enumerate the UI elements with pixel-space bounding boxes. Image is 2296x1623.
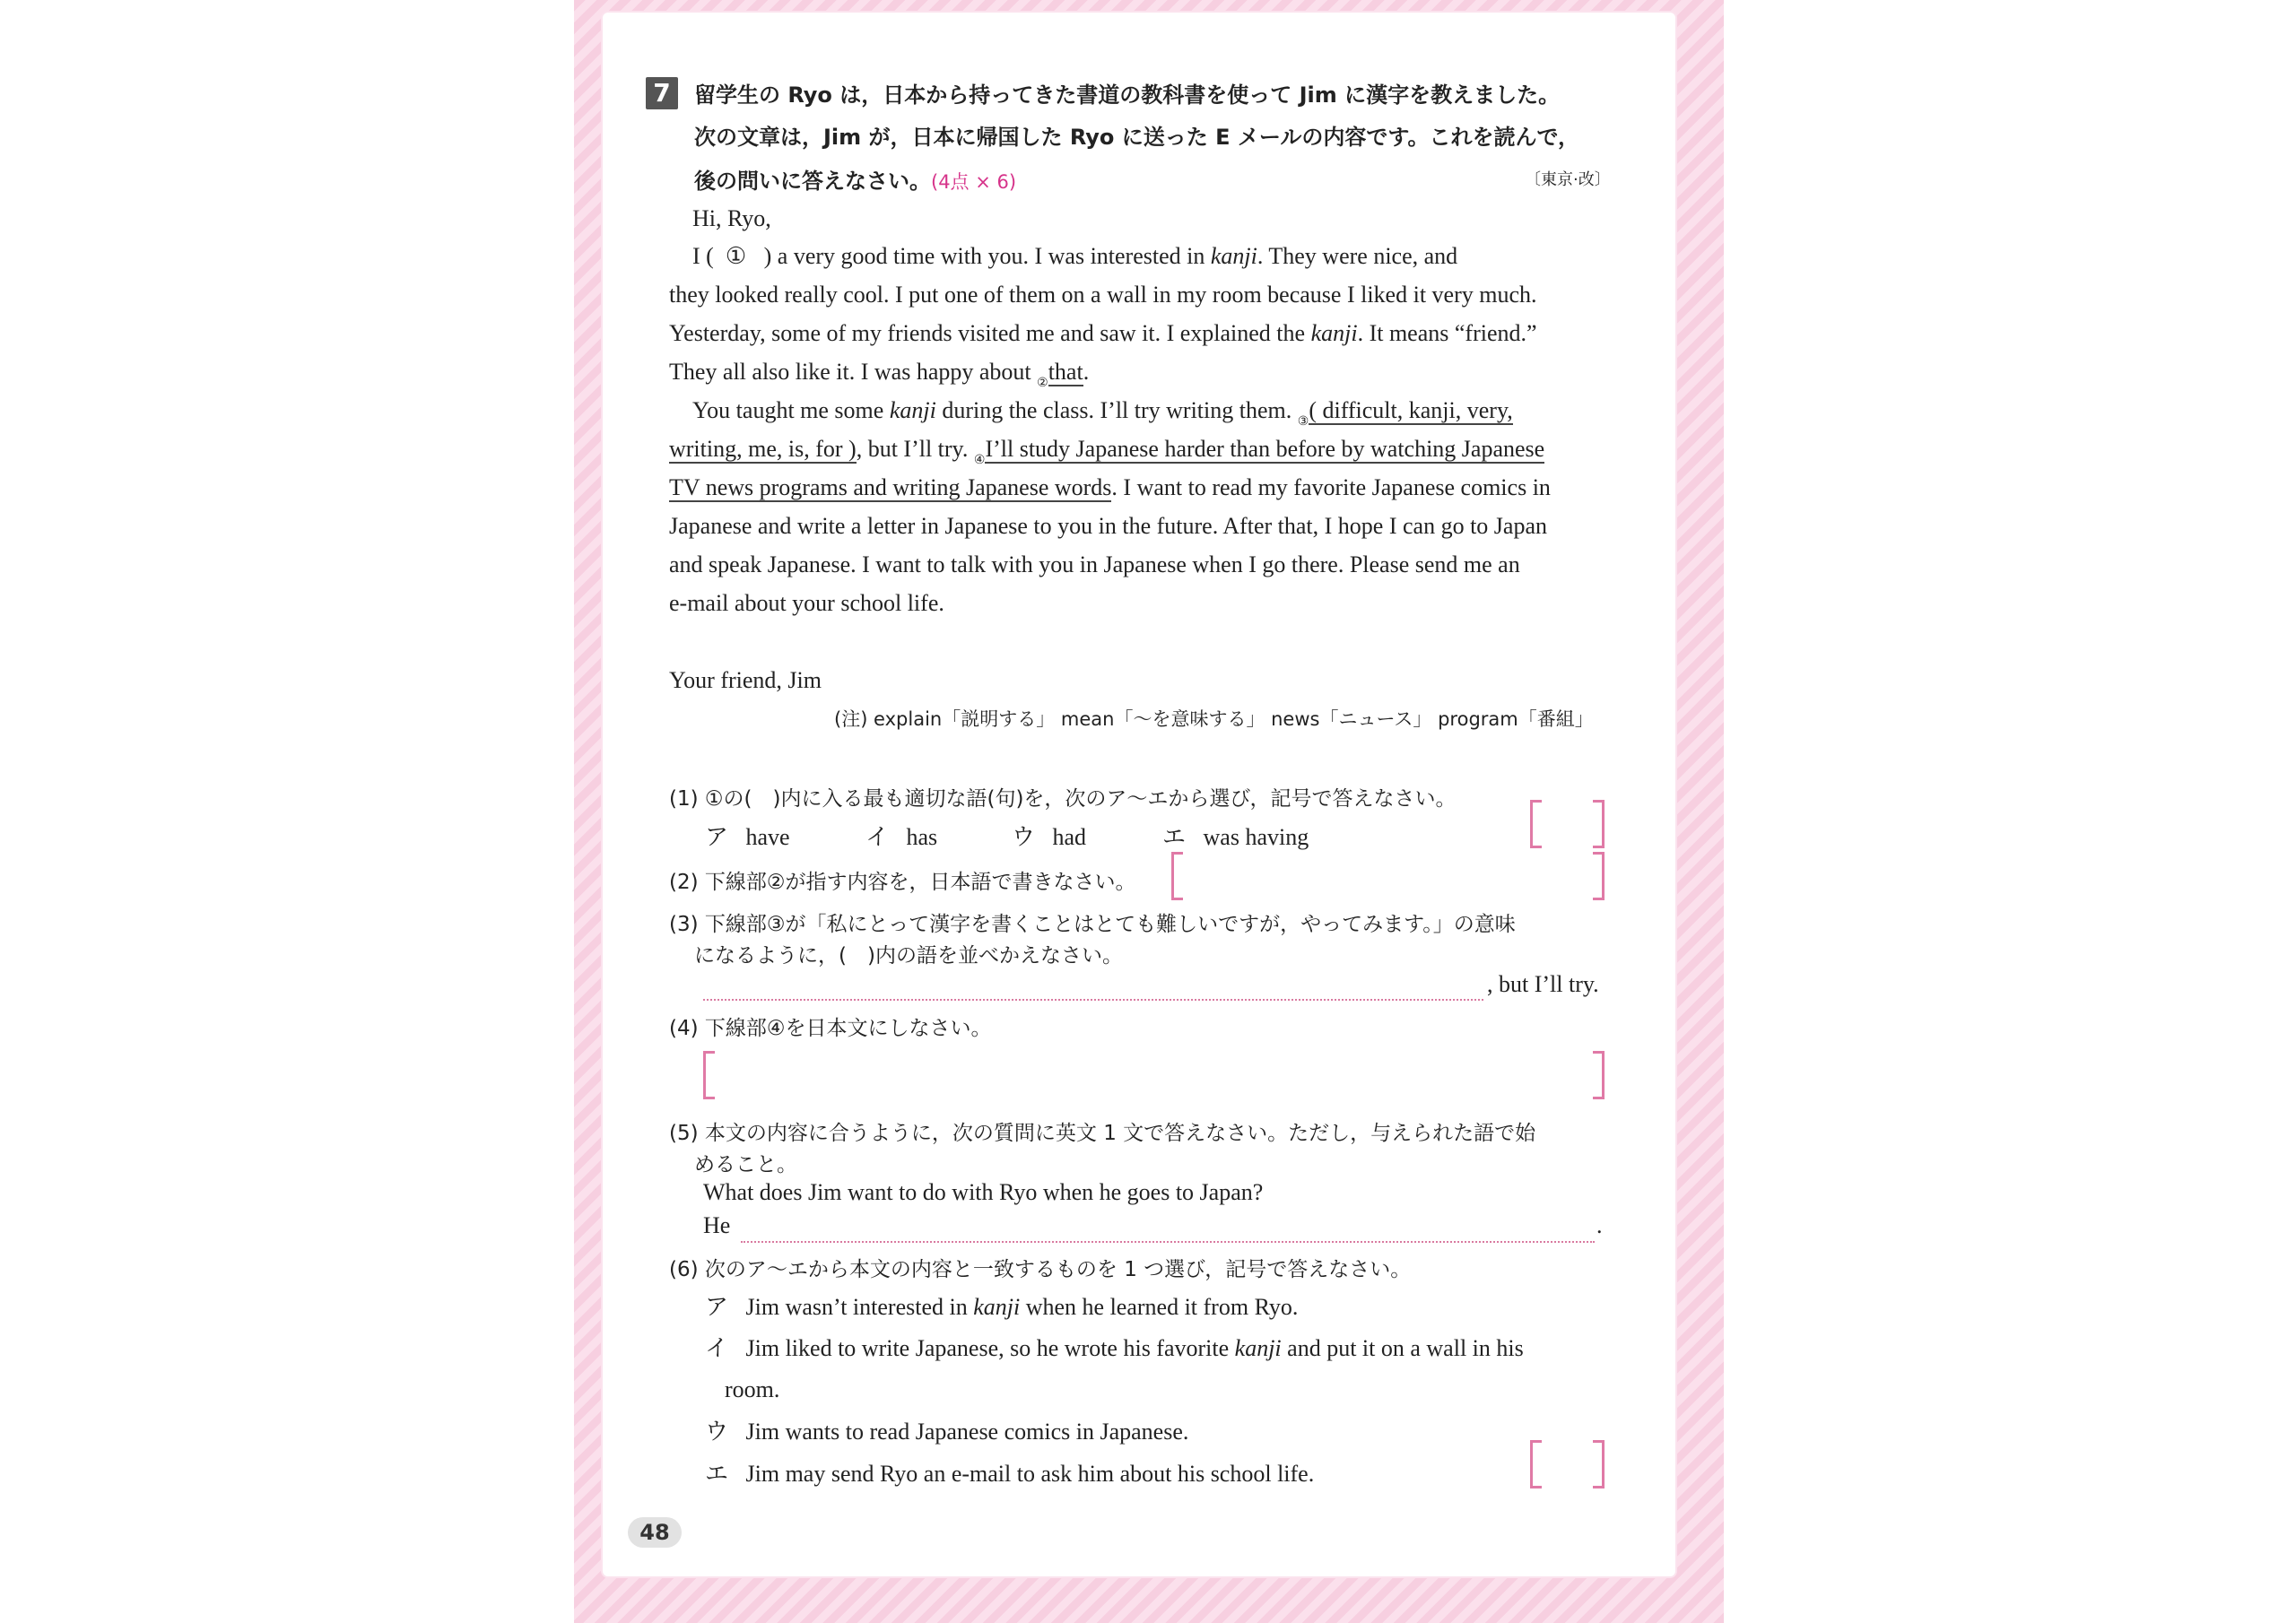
email-line <box>692 237 1457 275</box>
underline-2: that <box>1048 359 1083 385</box>
q5-question: What does Jim want to do with Ryo when he goes to Japan? <box>703 1179 1264 1205</box>
option-mark: エ <box>705 1461 729 1488</box>
q3-answer-line[interactable] <box>703 999 1483 1001</box>
text: You taught me some <box>692 397 884 423</box>
q4-answer-box-left[interactable] <box>703 1051 715 1099</box>
option-mark: ア <box>705 824 729 851</box>
option-text: Jim wants to read Japanese comics in Japanese. <box>745 1419 1189 1445</box>
q2-text: 下線部②が指す内容を，日本語で書きなさい。 <box>704 871 1136 894</box>
email-line: e-mail about your school life. <box>669 590 944 616</box>
email-line: Japanese and write a letter in Japanese to you in the future. After that, I hope I can go to Japan <box>669 513 1547 539</box>
text: . <box>1083 359 1090 385</box>
kanji-word: kanji <box>1210 243 1257 269</box>
q4-text: 下線部④を日本文にしなさい。 <box>704 1017 992 1040</box>
option-text: Jim may send Ryo an e-mail to ask him about his school life. <box>745 1461 1315 1487</box>
option-text: has <box>906 824 938 850</box>
blank-1-mark: ① <box>725 243 747 269</box>
q3-prompt-line2: になるように，( )内の語を並べかえなさい。 <box>694 944 1123 968</box>
q1-answer-box-right[interactable] <box>1593 800 1605 848</box>
kanji-word: kanji <box>973 1294 1021 1320</box>
q5-number: (5) <box>669 1122 699 1145</box>
email-greeting: Hi, Ryo, <box>692 205 771 231</box>
instruction-line-1: 留学生の Ryo は，日本から持ってきた書道の教科書を使って Jim に漢字を教えました。 <box>694 82 1561 108</box>
text: during the class. I’ll try writing them. <box>942 397 1292 423</box>
page-number: 48 <box>628 1517 682 1548</box>
q4-answer-box-right[interactable] <box>1593 1051 1605 1099</box>
text: . I want to read my favorite Japanese comics in <box>1111 474 1551 500</box>
q1-answer-box-left[interactable] <box>1530 800 1542 848</box>
source-label: 〔東京·改〕 <box>1525 170 1611 189</box>
q6-answer-box-right[interactable] <box>1593 1440 1605 1488</box>
q2-prompt <box>669 865 1136 895</box>
q6-prompt <box>669 1253 1411 1282</box>
marker-4: ④ <box>973 454 986 467</box>
text: ) a very good time with you. I was interested in <box>763 243 1205 269</box>
q6-answer-box-left[interactable] <box>1530 1440 1542 1488</box>
marker-2: ② <box>1037 377 1048 390</box>
question-number: 7 <box>646 77 678 109</box>
option-text: Jim wasn’t interested in <box>745 1294 968 1320</box>
q4-number: (4) <box>669 1017 699 1040</box>
email-line: and speak Japanese. I want to talk with you in Japanese when I go there. Please send me an <box>669 551 1520 577</box>
kanji-word: kanji <box>1234 1335 1282 1361</box>
q5-answer-end: . <box>1596 1212 1603 1238</box>
email-line <box>669 468 1551 507</box>
text: Yesterday, some of my friends visited me and saw it. I explained the <box>669 320 1306 346</box>
q5-text: 本文の内容に合うように，次の質問に英文 1 文で答えなさい。ただし，与えられた語で始 <box>704 1122 1536 1145</box>
q1-prompt <box>669 782 1457 812</box>
q1-option-c <box>1012 818 1086 857</box>
q2-answer-box-left[interactable] <box>1171 852 1183 900</box>
q1-option-d <box>1162 818 1309 857</box>
instruction-line-2: 次の文章は，Jim が，日本に帰国した Ryo に送った E メールの内容です。これを読んで， <box>694 125 1579 150</box>
marker-3: ③ <box>1297 415 1309 429</box>
q3-prompt-line1 <box>669 907 1516 937</box>
text: They all also like it. I was happy about <box>669 359 1031 385</box>
underline-4-part1: I’ll study Japanese harder than before by watching Japanese <box>985 436 1545 462</box>
q3-text: 下線部③が「私にとって漢字を書くことはとても難しいですが，やってみます。」の意味 <box>704 913 1516 936</box>
kanji-word: kanji <box>889 397 936 423</box>
q1-text: ①の( )内に入る最も適切な語(句)を，次のア～エから選び，記号で答えなさい。 <box>704 787 1457 811</box>
option-text: had <box>1052 824 1087 850</box>
text: . It means “friend.” <box>1357 320 1537 346</box>
option-text: have <box>745 824 790 850</box>
q5-answer-line[interactable] <box>741 1241 1595 1243</box>
q6-option-b <box>705 1329 1524 1368</box>
q1-option-a <box>705 818 790 857</box>
option-mark: ウ <box>705 1419 729 1445</box>
q5-prompt-line1 <box>669 1116 1535 1146</box>
option-text: Jim liked to write Japanese, so he wrote his favorite <box>745 1335 1230 1361</box>
email-line <box>669 314 1537 352</box>
q1-number: (1) <box>669 787 699 811</box>
q6-number: (6) <box>669 1258 699 1281</box>
q6-option-c <box>705 1412 1188 1452</box>
q3-answer-tail: , but I’ll try. <box>1487 971 1599 997</box>
text: . They were nice, and <box>1257 243 1458 269</box>
vocab-notes: (注) explain「説明する」 mean「～を意味する」 news「ニュース」 program「番組」 <box>834 708 1594 730</box>
q1-option-b <box>865 818 937 857</box>
q6-option-b-cont: room. <box>725 1376 780 1402</box>
underline-3-part2: writing, me, is, for ) <box>669 436 857 462</box>
points-label: (4点 × 6) <box>931 171 1017 193</box>
text: , but I’ll try. <box>856 436 969 462</box>
option-mark: エ <box>1162 824 1187 851</box>
option-text: when he learned it from Ryo. <box>1025 1294 1299 1320</box>
q3-number: (3) <box>669 913 699 936</box>
q5-prompt-line2: めること。 <box>694 1153 797 1176</box>
underline-4-part2: TV news programs and writing Japanese words <box>669 474 1112 500</box>
q6-option-a <box>705 1288 1298 1327</box>
underline-3-part1: ( difficult, kanji, very, <box>1309 397 1513 423</box>
option-mark: イ <box>865 824 890 851</box>
email-line: they looked really cool. I put one of them on a wall in my room because I liked it very much. <box>669 282 1537 308</box>
q6-text: 次のア～エから本文の内容と一致するものを 1 つ選び，記号で答えなさい。 <box>704 1258 1412 1281</box>
q2-answer-box-right[interactable] <box>1593 852 1605 900</box>
text: I ( <box>692 243 714 269</box>
q5-answer-start: He <box>703 1212 731 1238</box>
option-text: was having <box>1203 824 1309 850</box>
instruction-line-3-text: 後の問いに答えなさい。 <box>694 169 931 194</box>
q4-prompt <box>669 1011 992 1041</box>
option-text: and put it on a wall in his <box>1287 1335 1524 1361</box>
option-mark: ア <box>705 1294 729 1321</box>
option-mark: イ <box>705 1335 729 1362</box>
option-mark: ウ <box>1012 824 1036 851</box>
email-signoff: Your friend, Jim <box>669 667 822 693</box>
q6-option-d <box>705 1454 1314 1494</box>
instruction-line-3 <box>694 163 1016 195</box>
kanji-word: kanji <box>1310 320 1358 346</box>
q2-number: (2) <box>669 871 699 894</box>
